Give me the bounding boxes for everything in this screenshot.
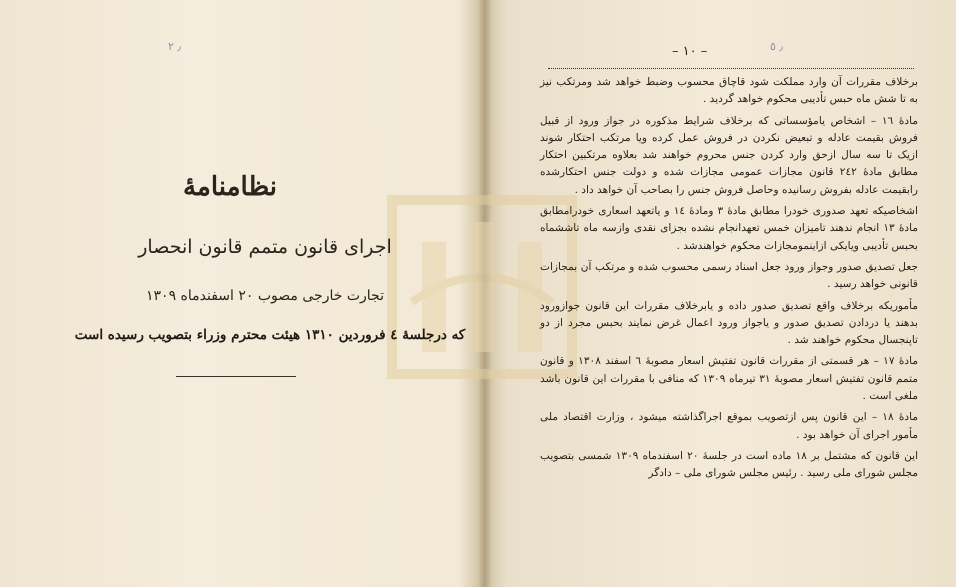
paragraph: مأموریکه برخلاف واقع تصدیق صدور داده و یابرخلاف مقررات این قانون جوازورود بدهند یا دردادن تصدیق صدور و یاجواز ورود اعمال غرض نمایند بحبس مجرد از دو تاپنجسال محکوم خواهند شد . [540,299,918,347]
document-title: نظامنامهٔ [182,172,278,202]
paragraph: اشخاصیکه تعهد صدوری خودرا مطابق مادهٔ ۳ ومادهٔ ۱٤ و یاتعهد اسعاری خودرامطابق مادهٔ ۱۳ انجام ندهند تامیزان خمس تعهدانجام نشده بجزای نقدی وازسه ماه تاششماه بحبس تأدیبی ویایکی ازاینمومجازات محکوم خواهندشد . [540,205,918,252]
paragraph-article-18: مادهٔ ۱۸ – این قانون پس ازتصویب بموقع اجراگذاشته میشود ، وزارت اقتصاد ملی مأمور اجرای آن خواهد بود . [540,411,918,441]
paragraph-article-17: مادهٔ ۱۷ – هر قسمتی از مقررات قانون تفتیش اسعار مصوبهٔ ٦ اسفند ۱۳۰۸ و قانون متمم قانون تفتیش اسعار مصوبهٔ ۳۱ تیرماه ۱۳۰۹ که منافی با مقررات این قانون باشد ملغی است . [540,355,918,403]
page-number: – ١٠ – [672,44,708,59]
document-subtitle: اجرای قانون متمم قانون انحصار [138,236,392,258]
paragraph-article-16: مادهٔ ١٦ – اشخاص یامؤسساتی که برخلاف شرایط مذکوره در جواز ورود از قبیل فروش بقیمت عادله و تبعیض نکردن در فروش عمل کرده ویا مرتکب احتکار شوند ازیک تا سه سال ازحق وارد کردن جنس محروم خواهند شد بعلاوه مرتکبین احتکار مطابق مادهٔ ۲٤۲ قانون مجازات عمومی مجازات شده و دولت جنس احتکارشده رابقیمت عادله بفروش رسانیده وحاصل فروش جنس را بصاحب آن خواهد داد . [540,114,918,196]
cabinet-approval-note: که درجلسهٔ ٤ فروردین ۱۳۱۰ هیئت محترم وزراء بتصویب رسیده است [74,327,466,343]
paragraph-signature: این قانون که مشتمل بر ۱۸ ماده است در جلسهٔ ۲۰ اسفندماه ۱۳۰۹ شمسی بتصویب مجلس شورای ملی رسید . رئیس مجلس شورای ملی – دادگر [540,449,919,480]
law-body-text [540,74,918,487]
title-divider [176,376,296,377]
page-corner-mark: ٫ ٢ [168,40,181,53]
page-corner-mark: ٫ ٥ [770,40,783,53]
paragraph: برخلاف مقررات آن وارد مملکت شود قاچاق محسوب وضبط خواهد شد ومرتکب نیز به تا شش ماه حبس تأدیبی محکوم خواهد گردید . [540,76,918,106]
header-divider [548,68,914,69]
paragraph: جعل تصدیق صدور وجواز ورود جعل اسناد رسمی محسوب شده و مرتکب آن بمجازات قانونی خواهد رسید . [540,260,918,291]
approval-reference: تجارت خارجی مصوب ۲۰ اسفندماه ۱۳۰۹ [146,288,384,304]
